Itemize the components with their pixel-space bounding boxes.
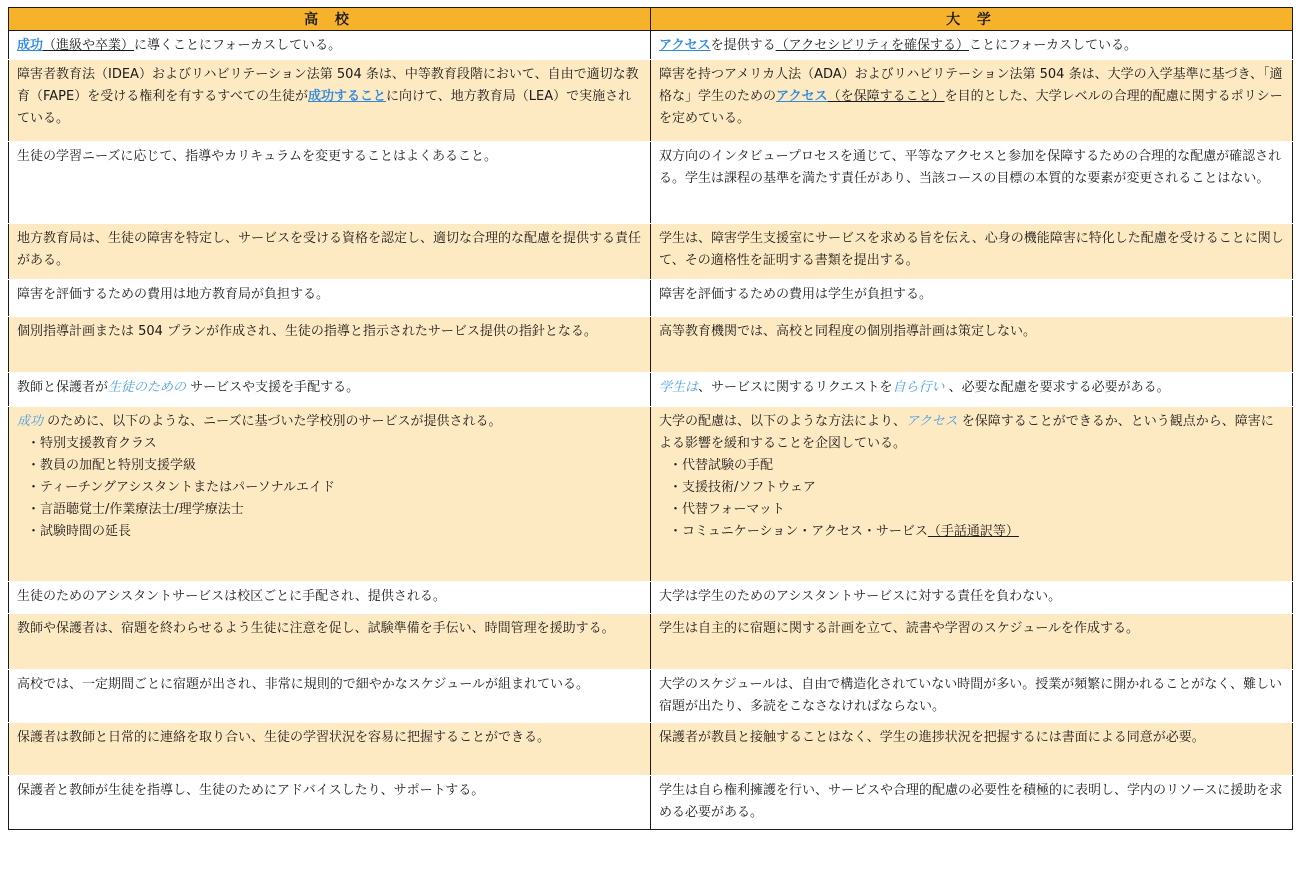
cell-text: に向けて、地方教育局（LEA）で実施されている。 [17, 89, 632, 126]
table-row [9, 723, 1293, 776]
university-cell: 高等教育機関では、高校と同程度の個別指導計画は策定しない。 [651, 317, 1293, 373]
high-school-cell: 個別指導計画または 504 プランが作成され、生徒の指導と指示されたサービス提供の指針となる。 [9, 317, 651, 373]
university-cell: 双方向のインタビュープロセスを通じて、平等なアクセスと参加を保障するための合理的な配慮が確認される。学生は課程の基準を満たす責任があり、当該コースの目標の本質的な要素が変更されることはない。 [651, 142, 1293, 224]
list-item-text: ・コミュニケーション・アクセス・サービス [669, 524, 928, 539]
high-school-cell: 教師や保護者は、宿題を終わらせるよう生徒に注意を促し、試験準備を手伝い、時間管理を援助する。 [9, 614, 651, 670]
keyword-access: アクセス [776, 89, 828, 104]
university-cell: 大学は学生のためのアシスタントサービスに対する責任を負わない。 [651, 582, 1293, 614]
university-cell: 学生は、障害学生支援室にサービスを求める旨を伝え、心身の機能障害に特化した配慮を受けることに関して、その適格性を証明する書類を提出する。 [651, 224, 1293, 280]
table-row [9, 614, 1293, 670]
list-item: ・特別支援教育クラス [27, 436, 157, 451]
italic-keyword: 生徒のための [108, 380, 187, 395]
high-school-cell: 生徒のためのアシスタントサービスは校区ごとに手配され、提供される。 [9, 582, 651, 614]
list-item: ・支援技術/ソフトウェア [669, 480, 816, 495]
university-cell [651, 31, 1293, 60]
underlined-text: （進級や卒業） [43, 38, 135, 53]
underlined-text: （手話通訳等） [927, 524, 1019, 539]
university-cell [651, 407, 1293, 582]
keyword-success: 成功すること [307, 89, 386, 104]
table-row [9, 582, 1293, 614]
table-row [9, 670, 1293, 723]
list-item: ・教員の加配と特別支援学級 [27, 458, 197, 473]
comparison-table [8, 7, 1293, 830]
list-item: ・試験時間の延長 [27, 524, 132, 539]
cell-text: を目的とした、大学レベルの合理的配慮に関するポリシーを定めている。 [659, 89, 1283, 126]
table-row [9, 373, 1293, 407]
underlined-text: （を保障すること） [827, 89, 945, 104]
cell-text: サービスや支援を手配する。 [186, 380, 360, 395]
italic-keyword: 自ら行い [892, 380, 945, 395]
high-school-cell [9, 60, 651, 142]
italic-keyword: 学生は [659, 380, 699, 395]
university-cell: 保護者が教員と接触することはなく、学生の進捗状況を把握するには書面による同意が必要。 [651, 723, 1293, 776]
high-school-cell: 地方教育局は、生徒の障害を特定し、サービスを受ける資格を認定し、適切な合理的な配慮を提供する責任がある。 [9, 224, 651, 280]
cell-text: 教師と保護者が [17, 380, 109, 395]
table-row [9, 280, 1293, 317]
cell-text: のために、以下のような、ニーズに基づいた学校別のサービスが提供される。 [43, 414, 502, 429]
university-cell: 大学のスケジュールは、自由で構造化されていない時間が多い。授業が頻繁に開かれることがなく、難しい宿題が出たり、多読をこなさなければならない。 [651, 670, 1293, 723]
high-school-cell [9, 31, 651, 60]
keyword-access: アクセス [659, 38, 711, 53]
university-cell: 学生は自ら権利擁護を行い、サービスや合理的配慮の必要性を積極的に表明し、学内のリソースに援助を求める必要がある。 [651, 776, 1293, 830]
high-school-cell: 障害を評価するための費用は地方教育局が負担する。 [9, 280, 651, 317]
high-school-cell: 保護者は教師と日常的に連絡を取り合い、生徒の学習状況を容易に把握することができる。 [9, 723, 651, 776]
header-university: 大 学 [651, 8, 1293, 31]
table-row [9, 407, 1293, 582]
cell-text: 障害者教育法（IDEA）およびリハビリテーション法第 504 条は、中等教育段階において、自由で適切な教育（FAPE）を受ける権利を有するすべての生徒が [17, 67, 639, 104]
table-row [9, 776, 1293, 830]
high-school-cell [9, 407, 651, 582]
list-item: ・言語聴覚士/作業療法士/理学療法士 [27, 502, 244, 517]
cell-text: 、必要な配慮を要求する必要がある。 [944, 380, 1170, 395]
cell-text: を保障することができるか、という観点から、障害による影響を緩和することを企図している。 [659, 414, 1274, 451]
table-header-row [9, 8, 1293, 31]
table-row [9, 60, 1293, 142]
keyword-success: 成功 [17, 38, 44, 53]
underlined-text: （アクセシビリティを確保する） [775, 38, 969, 53]
university-cell: 学生は自主的に宿題に関する計画を立て、読書や学習のスケジュールを作成する。 [651, 614, 1293, 670]
cell-text: 障害を持つアメリカ人法（ADA）およびリハビリテーション法第 504 条は、大学の入学基準に基づき、「適格な」学生のための [659, 67, 1283, 104]
italic-keyword: アクセス [906, 414, 958, 429]
cell-text: 大学の配慮は、以下のような方法により、 [659, 414, 907, 429]
university-cell [651, 373, 1293, 407]
list-item: ・ティーチングアシスタントまたはパーソナルエイド [27, 480, 335, 495]
cell-text: に導くことにフォーカスしている。 [134, 38, 342, 53]
header-high-school: 高 校 [9, 8, 651, 31]
table-row [9, 31, 1293, 60]
list-item: ・代替フォーマット [669, 502, 785, 517]
high-school-cell [9, 373, 651, 407]
cell-text: を提供する [710, 38, 776, 53]
table-row [9, 317, 1293, 373]
cell-text: 、サービスに関するリクエストを [698, 380, 893, 395]
high-school-cell: 保護者と教師が生徒を指導し、生徒のためにアドバイスしたり、サポートする。 [9, 776, 651, 830]
table-row [9, 142, 1293, 224]
university-cell [651, 60, 1293, 142]
list-item [659, 521, 1286, 543]
university-cell: 障害を評価するための費用は学生が負担する。 [651, 280, 1293, 317]
high-school-cell: 高校では、一定期間ごとに宿題が出され、非常に規則的で細やかなスケジュールが組まれている。 [9, 670, 651, 723]
table-row [9, 224, 1293, 280]
list-item: ・代替試験の手配 [669, 458, 774, 473]
cell-text: ことにフォーカスしている。 [968, 38, 1138, 53]
comparison-table-wrapper [8, 7, 1292, 830]
italic-keyword: 成功 [17, 414, 44, 429]
high-school-cell: 生徒の学習ニーズに応じて、指導やカリキュラムを変更することはよくあること。 [9, 142, 651, 224]
